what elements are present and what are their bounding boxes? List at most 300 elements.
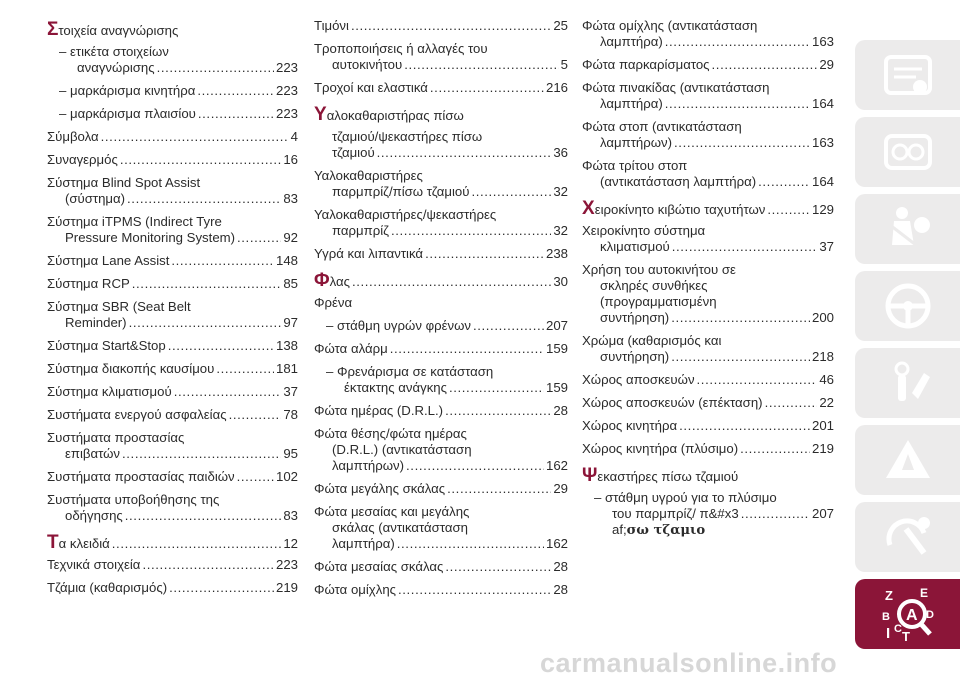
entry-last-line [314,481,568,497]
entry-text: Χώρος κινητήρα [582,418,678,433]
index-entry [314,403,568,419]
dot-leader [445,403,551,419]
index-entry [314,80,568,96]
index-letter-z: Z [884,588,893,603]
service-icon [880,509,936,565]
page-number: 162 [545,536,568,551]
entry-line: Υαλοκαθαριστήρες [314,168,423,183]
warning-light-icon [880,355,936,411]
entry-last-line [314,458,568,474]
page-number: 102 [275,469,298,484]
index-entry [47,129,298,145]
entry-text: παρμπρίζ/πίσω τζαμιού [332,184,470,199]
page-number: 97 [283,315,298,330]
page-number: 95 [283,446,298,461]
entry-line: (προγραμματισμένη [600,294,717,309]
index-entry [314,504,568,552]
entry-text: Σύστημα κλιματισμού [47,384,172,399]
entry-last-line [582,34,834,50]
page-number: 200 [811,310,834,325]
entry-line: – ετικέτα στοιχείων [59,44,169,59]
dot-leader [471,184,551,200]
entry-text: κλιματισμού [600,239,670,254]
dot-leader [229,407,282,423]
entry-text: Pressure Monitoring System) [65,230,236,245]
entry-text: Χώρος κινητήρα (πλύσιμο) [582,441,739,456]
entry-line: – Φρενάρισμα σε κατάσταση [326,364,494,379]
tab-warning-lights[interactable] [855,348,960,418]
entry-last-line [582,96,834,112]
page-number: 4 [290,129,298,144]
index-entry [582,262,834,326]
index-entry [582,441,834,457]
entry-text: Φώτα παρκαρίσματος [582,57,710,72]
index-letter-t: T [901,629,910,642]
dot-leader [665,96,810,112]
page-number: 219 [811,441,834,456]
entry-text: Reminder) [65,315,127,330]
entry-last-line [314,582,568,598]
entry-last-line [582,135,834,151]
index-letter-i: I [885,625,890,642]
dot-leader [352,274,551,291]
index-entry [582,333,834,365]
entry-line: Φώτα μεσαίας και μεγάλης [314,504,470,519]
entry-text: Τιμόνι [314,18,349,33]
entry-tail-text: af; [612,522,627,537]
dot-leader [198,106,274,122]
index-entry [47,580,298,596]
entry-text: Συναγερμός [47,152,118,167]
entry-last-line [59,83,298,99]
index-entry [314,18,568,34]
page-number: 218 [811,349,834,364]
dot-leader [679,418,810,434]
entry-last-line [47,129,298,145]
entry-text: – μαρκάρισμα κινητήρα [59,83,196,98]
section-title: εκαστήρες πίσω τζαμιού [597,469,739,484]
page-number: 37 [283,384,298,399]
index-entry [314,207,568,239]
entry-text: οδήγησης [65,508,123,523]
safety-icon [880,201,936,257]
entry-last-line [582,395,834,411]
entry-last-line [326,318,568,334]
page-number: 162 [545,458,568,473]
entry-line: (D.R.L.) (αντικατάσταση [332,442,472,457]
tab-emergency[interactable] [855,425,960,495]
page-number: 30 [553,274,568,289]
dot-leader [168,338,274,354]
entry-line: Σύστημα iTPMS (Indirect Tyre [47,214,222,229]
watermark: carmanualsonline.info [540,648,838,678]
entry-line: Χρήση του αυτοκινήτου σε [582,262,736,277]
index-entry [582,490,834,522]
index-entry [314,129,568,161]
dot-leader [112,536,282,553]
entry-last-line [47,384,298,400]
entry-text: Χώρος αποσκευών (επέκταση) [582,395,763,410]
index-entry [47,44,298,76]
dot-leader [473,318,544,334]
entry-tail-line [582,522,834,539]
index-entry [47,175,298,207]
index-icon [880,586,936,642]
entry-tail-serif: σω τζαμιο [626,523,706,538]
dot-leader [122,446,281,462]
entry-text: έκτακτης ανάγκης [344,380,447,395]
entry-last-line [326,380,568,396]
entry-text: τζαμιού [332,145,375,160]
page-number: 28 [553,403,568,418]
index-entry [582,18,834,50]
dot-leader [237,230,281,246]
page-number: 216 [545,80,568,95]
index-entry [314,582,568,598]
entry-last-line [47,508,298,524]
section-title: α κλειδιά [58,536,110,551]
entry-text: λαμπτήρα) [332,536,395,551]
entry-text: Φώτα μεγάλης σκάλας [314,481,446,496]
index-entry [582,80,834,112]
page-number: 28 [553,559,568,574]
dot-leader [712,57,818,73]
page-number: 32 [553,223,568,238]
entry-last-line [314,80,568,96]
dot-leader [142,557,274,573]
page-number: 32 [553,184,568,199]
dot-leader [171,253,274,269]
entry-line: Σύστημα Blind Spot Assist [47,175,201,190]
index-entry [582,372,834,388]
index-letter-e: E [919,586,928,600]
entry-text: (αντικατάσταση λαμπτήρα) [600,174,757,189]
entry-last-line [59,106,298,122]
page-number: 36 [553,145,568,160]
dot-leader [741,506,810,522]
entry-text: Σύστημα RCP [47,276,130,291]
entry-last-line [47,446,298,462]
dot-leader [120,152,281,168]
dot-leader [377,145,552,161]
entry-last-line [582,418,834,434]
entry-text: Τεχνικά στοιχεία [47,557,141,572]
page-number: 223 [275,60,298,75]
entry-last-line [314,184,568,200]
dot-leader [169,580,274,596]
entry-last-line [47,361,298,377]
entry-text: – μαρκάρισμα πλαισίου [59,106,196,121]
page-number: 92 [283,230,298,245]
entry-text: συντήρηση) [600,349,670,364]
tab-dashboard[interactable] [855,117,960,187]
dot-leader [174,384,282,400]
index-letter-d: D [925,609,934,621]
page-number: 78 [283,407,298,422]
entry-text: λαμπτήρα) [600,96,663,111]
page-number: 223 [275,83,298,98]
entry-text: Τζάμια (καθαρισμός) [47,580,168,595]
entry-text: Φώτα ημέρας (D.R.L.) [314,403,444,418]
page-number: 37 [819,239,834,254]
index-entry [582,223,834,255]
index-entry [314,481,568,497]
dot-leader [216,361,274,377]
entry-text: Φώτα αλάρμ [314,341,388,356]
index-entry [47,152,298,168]
entry-last-line [47,315,298,331]
entry-last-line [47,230,298,246]
entry-line: Συστήματα προστασίας [47,430,185,445]
entry-last-line [314,403,568,419]
entry-line: Φώτα ομίχλης (αντικατάσταση [582,18,758,33]
section-initial: Τ [47,532,59,553]
entry-last-line [47,338,298,354]
index-column-3 [582,18,834,539]
dot-leader [197,83,274,99]
page-number: 164 [811,174,834,189]
index-entry [582,418,834,434]
index-entry [582,57,834,73]
page-number: 85 [283,276,298,291]
dot-leader [758,174,810,190]
entry-last-line [59,60,298,76]
tab-safety[interactable] [855,194,960,264]
entry-last-line [582,174,834,190]
entry-last-line [47,557,298,573]
entry-last-line [314,223,568,239]
entry-last-line [314,536,568,552]
page-number: 164 [811,96,834,111]
dot-leader [767,202,810,219]
section-heading [314,103,568,125]
entry-last-line [314,295,568,311]
entry-last-line [314,246,568,262]
entry-text: Φώτα ομίχλης [314,582,397,597]
entry-text: του παρμπρίζ/ π&#x3 [612,506,739,521]
entry-text: Υγρά και λιπαντικά [314,246,424,261]
entry-last-line [47,407,298,423]
entry-last-line [314,341,568,357]
entry-line: σκάλας (αντικατάσταση [332,520,468,535]
page-number: 46 [819,372,834,387]
index-entry [47,106,298,122]
entry-last-line [582,441,834,457]
index-entry [314,246,568,262]
section-heading [47,18,298,40]
dot-leader [447,481,551,497]
index-entry [47,407,298,423]
entry-last-line [582,372,834,388]
dot-leader [740,441,810,457]
dot-leader [406,458,544,474]
entry-line: Σύστημα SBR (Seat Belt [47,299,191,314]
dot-leader [125,508,282,524]
index-entry [582,158,834,190]
page-number: 163 [811,34,834,49]
page-number: 159 [545,380,568,395]
dot-leader [449,380,544,396]
section-initial: Σ [47,19,59,40]
index-letter-a: A [905,607,918,624]
page-number: 181 [275,361,298,376]
entry-text: Σύστημα διακοπής καυσίμου [47,361,215,376]
entry-text: Σύστημα Lane Assist [47,253,170,268]
tab-steering[interactable] [855,271,960,341]
entry-line: Τροποποιήσεις ή αλλαγές του [314,41,488,56]
section-title: λας [329,274,350,289]
entry-text: Σύμβολα [47,129,99,144]
dot-leader [101,129,289,145]
entry-last-line [594,506,834,522]
page-number: 16 [283,152,298,167]
dot-leader [430,80,544,96]
page-number: 25 [553,18,568,33]
index-entry [314,559,568,575]
index-entry [314,426,568,474]
index-entry [314,341,568,357]
page-number: 223 [275,557,298,572]
entry-text: λαμπτήρα) [600,34,663,49]
page-number: 28 [553,582,568,597]
dot-leader [351,18,551,34]
section-heading [47,531,298,553]
index-entry [47,338,298,354]
entry-line: Συστήματα υποβοήθησης της [47,492,220,507]
index-entry [314,41,568,73]
entry-text: παρμπρίζ [332,223,389,238]
dot-leader [671,310,810,326]
entry-last-line [314,57,568,73]
entry-last-line [47,469,298,485]
entry-last-line [314,145,568,161]
entry-line: σκληρές συνθήκες [600,278,708,293]
dot-leader [671,349,810,365]
section-heading [582,197,834,219]
entry-line: Φώτα πινακίδας (αντικατάσταση [582,80,770,95]
section-initial: Υ [314,104,327,125]
page-number: 163 [811,135,834,150]
entry-line: τζαμιού/ψεκαστήρες πίσω [332,129,483,144]
page-number: 201 [811,418,834,433]
entry-line: – στάθμη υγρού για το πλύσιμο [594,490,777,505]
entry-text: Συστήματα προστασίας παιδιών [47,469,235,484]
index-entry [47,276,298,292]
dot-leader [665,34,810,50]
index-entry [314,364,568,396]
dot-leader [129,315,282,331]
tab-car-info[interactable] [855,40,960,110]
index-column-2 [314,18,568,605]
entry-last-line [314,559,568,575]
page-number: 83 [283,191,298,206]
index-letter-b: B [881,611,890,623]
entry-last-line [314,18,568,34]
index-entry [47,492,298,524]
index-column-1 [47,18,298,603]
entry-text: – στάθμη υγρών φρένων [326,318,471,333]
page-number: 223 [275,106,298,121]
index-entry [47,469,298,485]
entry-last-line [582,57,834,73]
index-entry [582,119,834,151]
tab-service[interactable] [855,502,960,572]
entry-text: συντήρηση) [600,310,670,325]
section-title: αλοκαθαριστήρας πίσω [326,108,464,123]
index-entry [47,361,298,377]
entry-line: Φώτα τρίτου στοπ [582,158,688,173]
dot-leader [127,191,281,207]
page-number: 29 [819,57,834,72]
entry-text: Σύστημα Start&Stop [47,338,166,353]
section-title: ειροκίνητο κιβώτιο ταχυτήτων [594,202,766,217]
page-number: 219 [275,580,298,595]
dot-leader [765,395,818,411]
page-number: 138 [275,338,298,353]
dot-leader [132,276,282,292]
entry-text: λαμπτήρων) [332,458,405,473]
page-number: 159 [545,341,568,356]
entry-last-line [47,253,298,269]
entry-text: Τροχοί και ελαστικά [314,80,428,95]
section-initial: Χ [582,198,595,219]
entry-line: Φώτα στοπ (αντικατάσταση [582,119,742,134]
index-entry [47,430,298,462]
dot-leader [237,469,274,485]
entry-last-line [582,239,834,255]
page-number: 5 [560,57,568,72]
entry-line: Χειροκίνητο σύστημα [582,223,706,238]
entry-text: Φώτα μεσαίας σκάλας [314,559,444,574]
dot-leader [425,246,544,262]
page-number: 83 [283,508,298,523]
tab-index[interactable] [855,579,960,649]
entry-last-line [582,349,834,365]
dot-leader [672,239,818,255]
page-number: 29 [553,481,568,496]
section-heading [314,269,568,291]
index-entry [47,384,298,400]
dot-leader [390,341,544,357]
entry-text: αναγνώρισης [77,60,155,75]
section-title: τοιχεία αναγνώρισης [58,23,179,38]
dashboard-icon [880,124,936,180]
section-initial: Ψ [582,465,598,486]
dot-leader [674,135,810,151]
entry-text: λαμπτήρων) [600,135,673,150]
dot-leader [398,582,551,598]
dot-leader [445,559,551,575]
index-entry [47,299,298,331]
index-entry [314,168,568,200]
page-number: 238 [545,246,568,261]
hazard-icon [880,432,936,488]
entry-last-line [47,191,298,207]
section-heading [582,464,834,486]
entry-line: Φώτα θέσης/φώτα ημέρας [314,426,467,441]
page-number: 22 [819,395,834,410]
page-number: 129 [811,202,834,217]
index-entry [47,214,298,246]
section-initial: Φ [314,270,330,291]
index-entry [47,253,298,269]
dot-leader [157,60,274,76]
entry-text: Φρένα [314,295,353,310]
entry-last-line [582,310,834,326]
index-entry [314,295,568,311]
index-letter-c: C [893,623,902,635]
entry-text: Συστήματα ενεργού ασφαλείας [47,407,227,422]
